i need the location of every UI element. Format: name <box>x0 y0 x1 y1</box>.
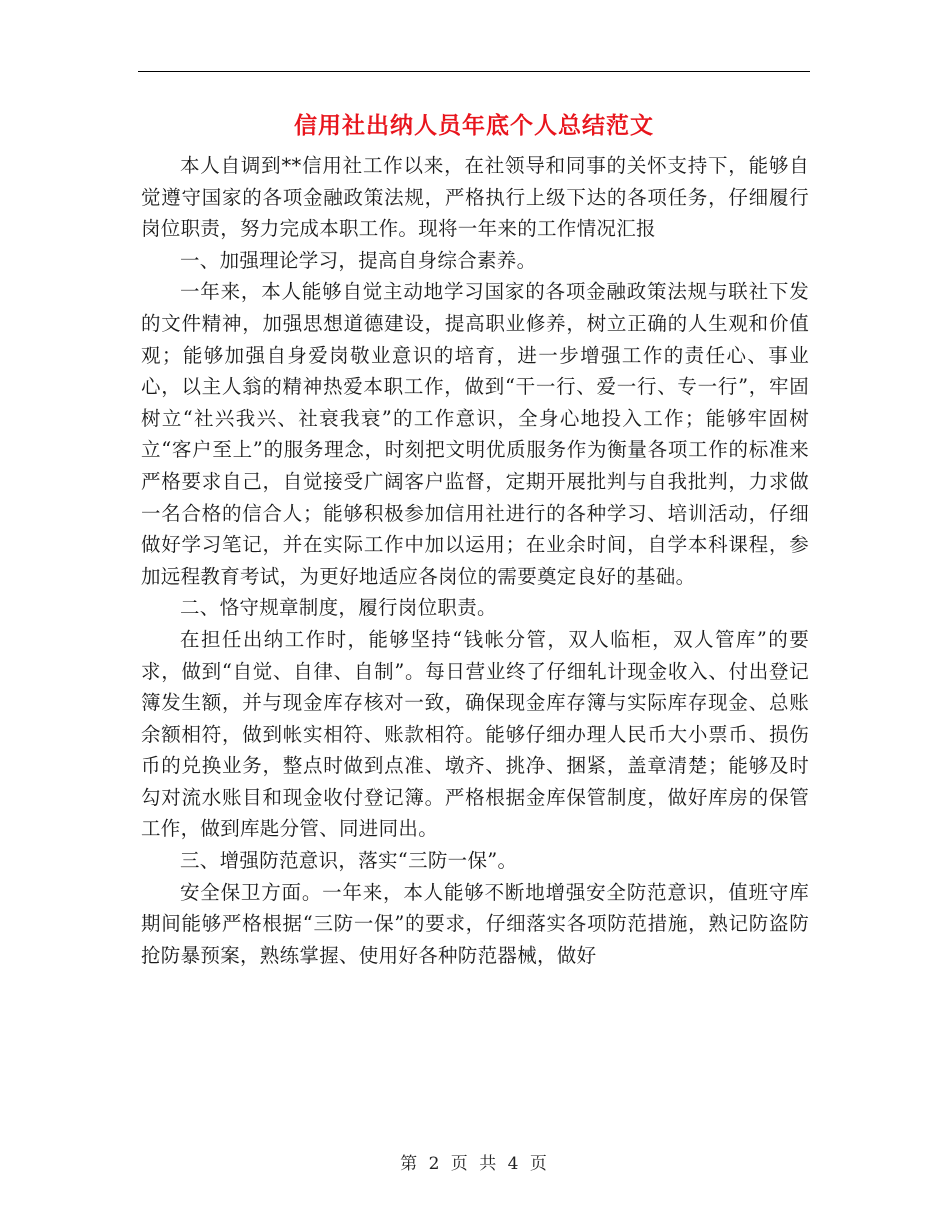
section-heading-3: 三、增强防范意识，落实“三防一保”。 <box>180 849 518 873</box>
document-title: 信用社出纳人员年底个人总结范文 <box>294 113 654 139</box>
paragraph-intro: 本人自调到**信用社工作以来，在社领导和同事的关怀支持下，能够自觉遵守国家的各项金融政策法规，严格执行上级下达的各项任务，仔细履行岗位职责，努力完成本职工作。现将一年来的工作情况汇报 <box>141 154 809 241</box>
paragraph-section-3: 安全保卫方面。一年来，本人能够不断地增强安全防范意识，值班守库期间能够严格根据“三防一保”的要求，仔细落实各项防范措施，熟记防盗防抢防暴预案，熟练掌握、使用好各种防范器械，做好 <box>141 880 809 967</box>
paragraph-section-2: 在担任出纳工作时，能够坚持“钱帐分管，双人临柜，双人管库”的要求，做到“自觉、自律、自制”。每日营业终了仔细轧计现金收入、付出登记簿发生额，并与现金库存核对一致，确保现金库存簿与实际库存现金、总账余额相符，做到帐实相符、账款相符。能够仔细办理人民币大小票币、损伤币的兑换业务，整点时做到点准、墩齐、挑净、捆紧，盖章清楚；能够及时勾对流水账目和现金收付登记簿。严格根据金库保管制度，做好库房的保管工作，做到库匙分管、同进同出。 <box>141 627 809 841</box>
section-heading-1: 一、加强理论学习，提高自身综合素养。 <box>180 248 537 272</box>
paragraph-section-1: 一年来，本人能够自觉主动地学习国家的各项金融政策法规与联社下发的文件精神，加强思想道德建设，提高职业修养，树立正确的人生观和价值观；能够加强自身爱岗敬业意识的培育，进一步增强工作的责任心、事业心，以主人翁的精神热爱本职工作，做到“干一行、爱一行、专一行”，牢固树立“社兴我兴、社衰我衰”的工作意识，全身心地投入工作；能够牢固树立“客户至上”的服务理念，时刻把文明优质服务作为衡量各项工作的标准来严格要求自己，自觉接受广阔客户监督，定期开展批判与自我批判，力求做一名合格的信合人；能够积极参加信用社进行的各种学习、培训活动，仔细做好学习笔记，并在实际工作中加以运用；在业余时间，自学本科课程，参加远程教育考试，为更好地适应各岗位的需要奠定良好的基础。 <box>141 280 809 588</box>
header-rule <box>138 71 810 72</box>
section-heading-2: 二、恪守规章制度，履行岗位职责。 <box>180 596 497 620</box>
page-number-footer: 第 2 页 共 4 页 <box>400 1154 550 1174</box>
document-body <box>141 150 809 971</box>
